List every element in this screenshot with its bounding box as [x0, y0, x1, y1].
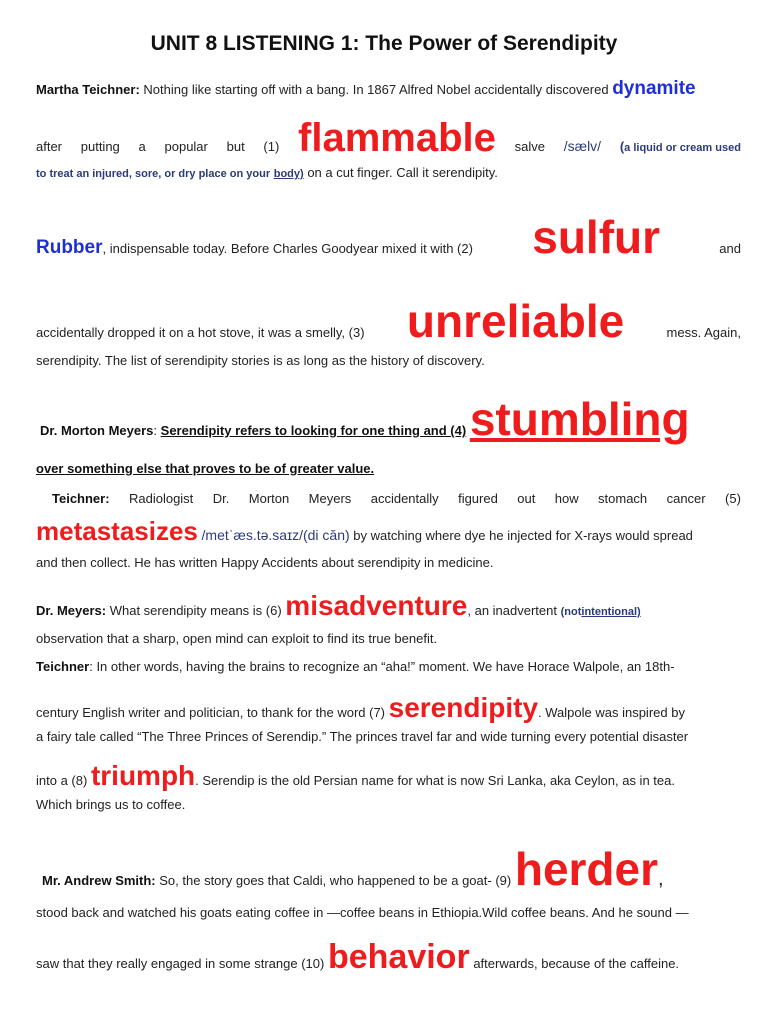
- p5-line-1: [36, 592, 741, 621]
- answer-7: serendipity: [388, 692, 539, 723]
- p6-line-5: [36, 796, 741, 814]
- p2-line-3: [36, 352, 741, 370]
- text: on a cut finger. Call it serendipity.: [307, 165, 498, 180]
- text: accidentally dropped it on a hot stove, it was a smelly, (3): [36, 325, 365, 340]
- text: into a (8): [36, 773, 88, 788]
- definition-note-underlined: body): [273, 168, 304, 180]
- text: after: [36, 139, 63, 154]
- text: (1): [263, 139, 280, 154]
- text: . Serendip is the old Persian name for what is now Sri Lanka, aka Ceylon, as in tea.: [195, 773, 675, 788]
- p6-line-3: [36, 728, 741, 746]
- text: but: [226, 139, 245, 154]
- text: : In other words, having the brains to recognize an “aha!” moment. We have Horace Walpole, an 18th-: [89, 659, 675, 674]
- text: how: [554, 491, 579, 506]
- text: stomach: [598, 491, 648, 506]
- text: and: [719, 241, 741, 256]
- answer-10: behavior: [327, 938, 470, 976]
- pronunciation: /sælv/: [563, 138, 602, 154]
- p1-line-3: [36, 164, 741, 183]
- speaker-label: Teichner:: [52, 491, 110, 506]
- text: putting: [80, 139, 120, 154]
- text: saw that they really engaged in some strange (10): [36, 956, 325, 971]
- speaker-label: Martha Teichner:: [36, 82, 140, 97]
- definition-note: to treat an injured, sore, or dry place on your: [36, 168, 271, 180]
- definition-note: (not: [560, 606, 582, 618]
- text: So, the story goes that Caldi, who happened to be a goat- (9): [159, 873, 512, 888]
- text: by watching where dye he injected for X-rays would spread: [353, 528, 693, 543]
- quote: Serendipity refers to looking for one thing and (4): [160, 423, 467, 438]
- text: What serendipity means is (6): [109, 603, 282, 618]
- answer-4: stumbling: [469, 393, 690, 445]
- speaker-label: Dr. Meyers:: [36, 603, 107, 618]
- answer-8: triumph: [90, 760, 196, 791]
- answer-2: sulfur: [532, 211, 661, 263]
- text: Morton: [248, 491, 290, 506]
- answer-5: metastasizes: [36, 516, 198, 546]
- text: century English writer and politician, to thank for the word (7): [36, 705, 386, 720]
- quote: over something else that proves to be of greater value.: [36, 461, 375, 476]
- text: Radiologist: [128, 491, 194, 506]
- text: , an inadvertent: [467, 603, 557, 618]
- speaker-label: Dr. Morton Meyers: [40, 423, 154, 438]
- text: afterwards, because of the caffeine.: [473, 956, 680, 971]
- p3-line-2: [36, 460, 741, 478]
- p1-line-2: [36, 118, 741, 158]
- p2-line-2: [36, 295, 741, 347]
- paren: (: [619, 139, 625, 154]
- text: stood back and watched his goats eating coffee in —coffee beans in Ethiopia.Wild coffee beans. And he sound —: [36, 905, 689, 920]
- speaker-label: Mr. Andrew Smith:: [42, 873, 156, 888]
- text: Meyers: [308, 491, 352, 506]
- answer-3: unreliable: [406, 295, 625, 347]
- text: popular: [164, 139, 208, 154]
- p2-line-1: [36, 211, 741, 263]
- text: a: [138, 139, 146, 154]
- text: out: [517, 491, 536, 506]
- text: (5): [725, 491, 741, 506]
- speaker-label: Teichner: [36, 659, 90, 674]
- text: . Walpole was inspired by: [538, 705, 685, 720]
- text: Which brings us to coffee.: [36, 797, 186, 812]
- p6-line-2: [36, 694, 741, 722]
- text: Dr.: [212, 491, 230, 506]
- text: and then collect. He has written Happy Accidents about serendipity in medicine.: [36, 555, 494, 570]
- keyword-dynamite: dynamite: [612, 78, 696, 99]
- p6-line-1: [36, 658, 741, 676]
- p1-line-1: [36, 80, 741, 99]
- p3-line-1: Dr. Morton Meyers: Serendipity refers to looking for one thing and (4) stumbling: [40, 393, 690, 445]
- p5-line-2: [36, 630, 741, 648]
- text: observation that a sharp, open mind can exploit to find its true benefit.: [36, 631, 438, 646]
- p7-line-2: [36, 904, 741, 922]
- pronunciation: /metˈæs.tə.saɪz/(di căn): [201, 527, 350, 543]
- text: serendipity. The list of serendipity stories is as long as the history of discovery.: [36, 353, 485, 368]
- p4-line-3: [36, 554, 741, 572]
- p6-line-4: [36, 762, 741, 790]
- text: accidentally: [370, 491, 439, 506]
- page-title: UNIT 8 LISTENING 1: The Power of Serendipity: [150, 32, 618, 55]
- text: ,: [658, 868, 664, 890]
- p4-line-2: [36, 518, 741, 545]
- p7-line-3: [36, 940, 741, 974]
- p7-line-1: [42, 843, 747, 895]
- text: mess. Again,: [666, 325, 741, 340]
- text: Nothing like starting off with a bang. In 1867 Alfred Nobel accidentally discovered: [143, 82, 609, 97]
- answer-6: misadventure: [285, 590, 468, 621]
- answer-1: flammable: [298, 116, 496, 160]
- answer-9: herder: [514, 843, 659, 895]
- text: cancer: [666, 491, 706, 506]
- text: figured: [458, 491, 498, 506]
- text: a fairy tale called “The Three Princes of Serendip.” The princes travel far and wide turning every potential disaster: [36, 729, 689, 744]
- p4-line-1: [52, 490, 741, 508]
- text: salve: [514, 139, 545, 154]
- keyword-rubber: Rubber: [36, 237, 103, 258]
- definition-note-underlined: intentional): [581, 606, 641, 618]
- definition-note: a liquid or cream used: [624, 142, 741, 154]
- text: , indispensable today. Before Charles Goodyear mixed it with (2): [102, 241, 473, 256]
